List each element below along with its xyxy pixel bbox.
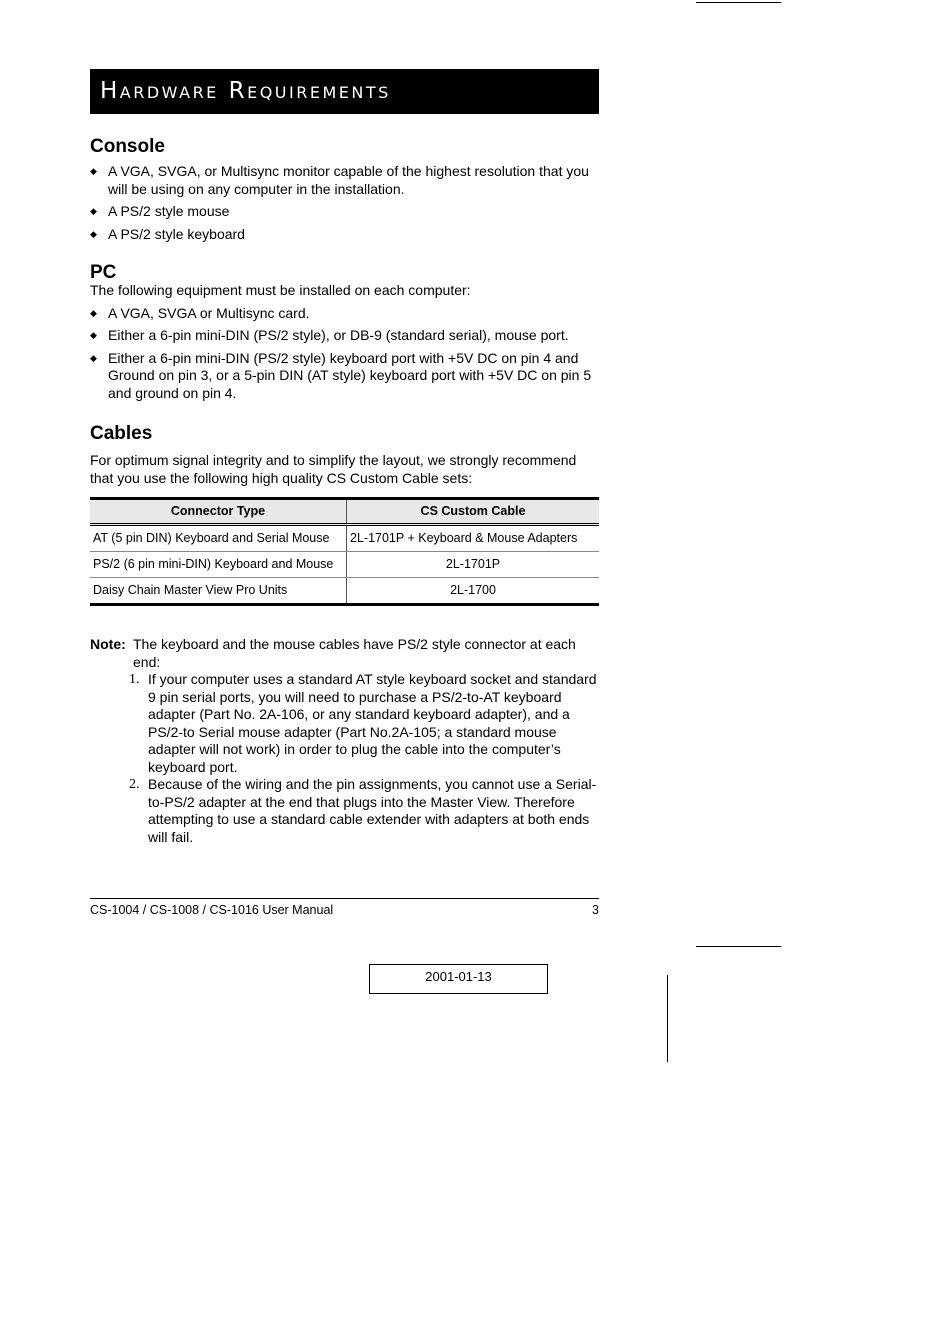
connector-type-cell: AT (5 pin DIN) Keyboard and Serial Mouse bbox=[90, 525, 347, 552]
date-stamp: 2001-01-13 bbox=[369, 964, 548, 994]
note-text: The keyboard and the mouse cables have PS/2 style connector at each end: bbox=[133, 636, 576, 670]
note-section bbox=[90, 636, 599, 846]
list-item: ◆ A VGA, SVGA or Multisync card. bbox=[90, 304, 310, 321]
list-item: ◆ Either a 6-pin mini-DIN (PS/2 style), or DB-9 (standard serial), mouse port. bbox=[90, 327, 569, 343]
cables-section bbox=[90, 423, 599, 606]
console-list bbox=[90, 163, 599, 243]
cable-cell: 2L-1701P bbox=[347, 552, 600, 578]
diamond-bullet-icon: ◆ bbox=[90, 307, 97, 318]
connector-type-cell: PS/2 (6 pin mini-DIN) Keyboard and Mouse bbox=[90, 552, 347, 578]
margin-vertical-line bbox=[667, 975, 668, 1062]
list-item: ◆ A PS/2 style keyboard bbox=[90, 225, 245, 242]
diamond-bullet-icon: ◆ bbox=[90, 228, 97, 239]
table-row bbox=[90, 578, 599, 605]
console-heading: Console bbox=[90, 136, 165, 157]
pc-list bbox=[90, 305, 599, 403]
table-row bbox=[90, 552, 599, 578]
cables-intro: For optimum signal integrity and to simplify the layout, we strongly recommend that you use the following high quality CS Custom Cable sets: bbox=[90, 452, 577, 486]
list-item: ◆ A PS/2 style mouse bbox=[90, 203, 230, 219]
page-title: Hardware Requirements bbox=[100, 78, 391, 104]
diamond-bullet-icon: ◆ bbox=[90, 330, 97, 340]
footer-manual-title: CS-1004 / CS-1008 / CS-1016 User Manual bbox=[90, 903, 334, 917]
connector-type-cell: Daisy Chain Master View Pro Units bbox=[90, 578, 347, 605]
crop-mark-middle bbox=[696, 946, 781, 947]
list-item: 1. If your computer uses a standard AT style keyboard socket and standard 9 pin serial ports, you will need to purchase a PS/2-to-AT keyboard adapter (Part No. 2A-106, or any standard keyboard adapter), and a PS/2-to Serial mouse adapter (Part No.2A-105; a standard mouse adapter will not work) in order to plug the cable into the computer’s keyboard port. bbox=[129, 671, 597, 775]
list-item: ◆ A VGA, SVGA, or Multisync monitor capable of the highest resolution that you will be using on any computer in the installation. bbox=[90, 163, 589, 197]
item-number: 1. bbox=[129, 672, 140, 687]
list-item: ◆ Either a 6-pin mini-DIN (PS/2 style) keyboard port with +5V DC on pin 4 and Ground on pin 3, or a 5-pin DIN (AT style) keyboard port with +5V DC on pin 5 and ground on pin 4. bbox=[90, 349, 592, 401]
note-label: Note: bbox=[90, 636, 126, 652]
diamond-bullet-icon: ◆ bbox=[90, 352, 97, 363]
cables-table bbox=[90, 497, 599, 606]
title-banner bbox=[90, 69, 599, 114]
cables-heading: Cables bbox=[90, 423, 153, 444]
pc-section bbox=[90, 264, 599, 402]
note-body bbox=[129, 636, 599, 846]
console-section bbox=[90, 136, 599, 243]
pc-intro: The following equipment must be installed on each computer: bbox=[90, 282, 471, 298]
diamond-bullet-icon: ◆ bbox=[90, 206, 97, 216]
item-number: 2. bbox=[129, 777, 140, 792]
column-header-connector-type: Connector Type bbox=[90, 499, 347, 525]
cable-cell: 2L-1700 bbox=[450, 582, 496, 597]
column-header-cs-custom-cable: CS Custom Cable bbox=[347, 499, 600, 525]
table-row bbox=[90, 525, 599, 552]
note-list bbox=[129, 671, 599, 846]
diamond-bullet-icon: ◆ bbox=[90, 166, 97, 176]
page-number: 3 bbox=[592, 903, 599, 917]
footer-rule bbox=[90, 898, 599, 899]
pc-heading: PC bbox=[90, 262, 117, 283]
crop-mark-top bbox=[696, 2, 781, 3]
cable-cell: 2L-1701P + Keyboard & Mouse Adapters bbox=[347, 525, 600, 552]
list-item: 2. Because of the wiring and the pin assignments, you cannot use a Serial-to-PS/2 adapter at the end that plugs into the Master View. Therefore attempting to use a standard cable extender with adapters at both ends will fail. bbox=[129, 776, 597, 845]
table-header-row bbox=[90, 499, 599, 525]
document-body bbox=[90, 136, 599, 846]
